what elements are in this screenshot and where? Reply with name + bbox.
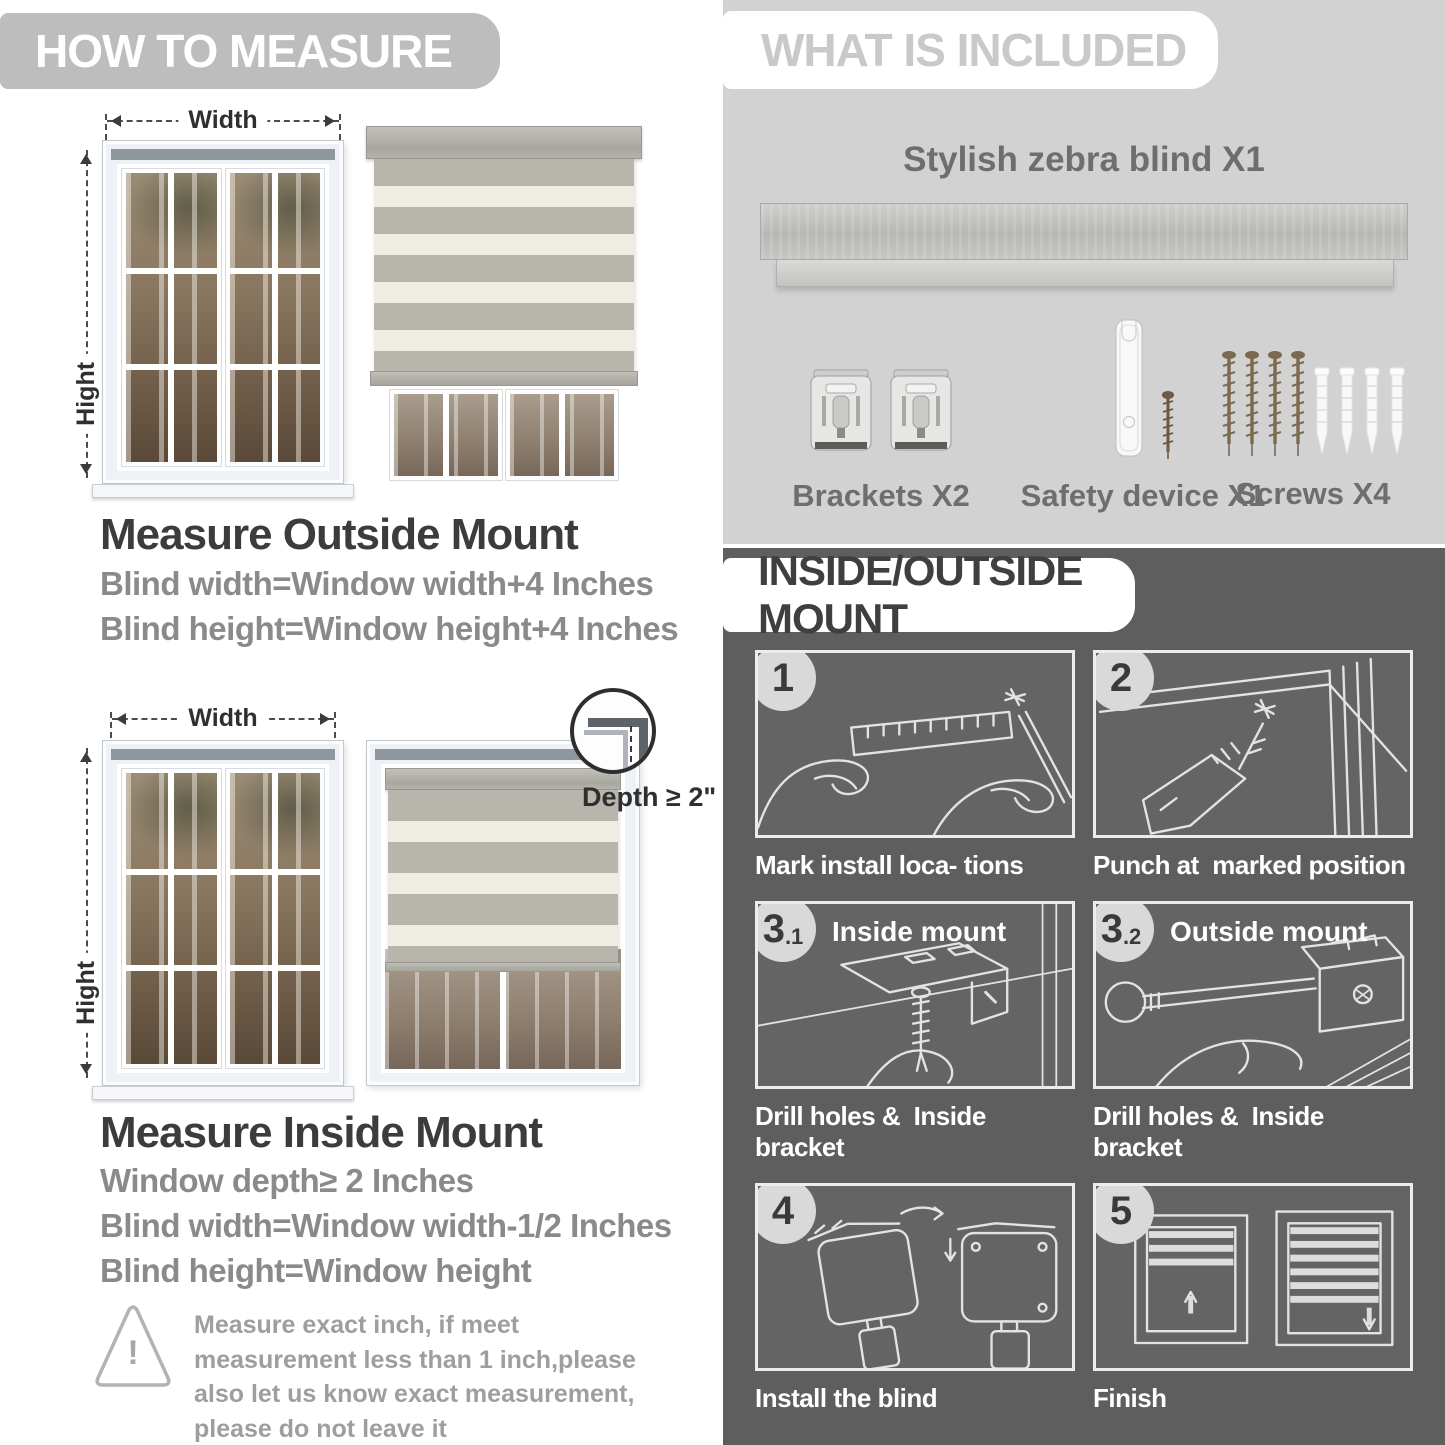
inside-mount-heading: Measure Inside Mount (100, 1108, 543, 1157)
mullion (272, 773, 278, 1064)
mullion (443, 394, 449, 476)
panel-outside-mount (1093, 901, 1413, 1163)
measurement-warning (92, 1300, 652, 1445)
brackets-item (771, 330, 991, 514)
window-sash (226, 169, 325, 466)
panel-punch-position (1093, 650, 1413, 881)
inside-width-formula: Blind width=Window width-1/2 Inches (100, 1207, 672, 1244)
outside-mount-heading: Measure Outside Mount (100, 510, 578, 559)
depth-magnifier-icon (570, 688, 656, 774)
screw-icon (1244, 350, 1260, 458)
what-is-included-section (723, 0, 1445, 544)
mullion (126, 869, 217, 875)
panel-frame (755, 650, 1075, 838)
what-is-included-banner: WHAT IS INCLUDED (723, 11, 1218, 89)
frame-corner-graphic (584, 730, 628, 774)
safety-device-icon (1111, 318, 1147, 460)
width-label: Width (178, 704, 267, 733)
mullion (230, 965, 321, 971)
panel-install-blind (755, 1183, 1075, 1414)
mullion (230, 869, 321, 875)
glazing-inner (385, 768, 621, 1069)
safety-device-icons (1111, 318, 1175, 460)
blind-headrail-graphic (760, 203, 1408, 260)
screws-label: Screws X4 (1235, 476, 1391, 511)
panel-frame (755, 901, 1075, 1089)
panel-caption: Drill holes & Inside bracket (755, 1101, 993, 1162)
mullion (230, 364, 321, 370)
wall-anchor-icon (1313, 366, 1331, 458)
panel-caption: Finish (1093, 1383, 1167, 1413)
window-sash (390, 390, 502, 480)
window-glazing (117, 164, 329, 471)
window-sash (506, 390, 618, 480)
height-label: Hight (72, 953, 101, 1033)
step-badge: 5 (1093, 1183, 1154, 1244)
width-arrow (107, 106, 339, 134)
height-label: Hight (72, 354, 101, 434)
blind-cassette (366, 126, 642, 159)
depth-tick-marks (630, 726, 632, 772)
screw-icon (1161, 390, 1175, 460)
panel-caption: Mark install loca- tions (755, 850, 1024, 880)
mullion (168, 173, 174, 462)
screw-icon (1290, 350, 1306, 458)
panel-caption: Punch at marked position (1093, 850, 1406, 880)
step-badge: 4 (755, 1183, 816, 1244)
panel-frame (755, 1183, 1075, 1371)
step-badge: 2 (1093, 650, 1154, 711)
inside-outside-mount-section (723, 548, 1445, 1445)
safety-device-label: Safety device X1 (1020, 478, 1266, 513)
window-sill (92, 484, 354, 498)
panel-inside-mount (755, 901, 1075, 1163)
wall-anchor-icon (1388, 366, 1406, 458)
mullion (126, 364, 217, 370)
step-badge: 3 .1 (755, 901, 816, 962)
mullion (126, 268, 217, 274)
wall-anchor-icon (1338, 366, 1356, 458)
blind-bottom-rail (370, 371, 638, 386)
window-sash (122, 169, 221, 466)
height-arrow (72, 150, 100, 478)
screws-item (1203, 340, 1423, 512)
mullion (272, 173, 278, 462)
outside-width-formula: Blind width=Window width+4 Inches (100, 565, 654, 602)
mullion (168, 773, 174, 1064)
panel-frame (1093, 1183, 1413, 1371)
step-badge: 3 .2 (1093, 901, 1154, 962)
panel-caption: Install the blind (755, 1383, 938, 1413)
wall-anchor-icon (1363, 366, 1381, 458)
warning-text: Measure exact inch, if meet measurement less than 1 inch,please also let us know exact measurement, please do not leave it (194, 1311, 636, 1443)
width-arrow (112, 704, 334, 732)
how-to-measure-banner: HOW TO MEASURE (0, 13, 500, 89)
bracket-icon (808, 368, 874, 460)
mullion (126, 965, 217, 971)
panel-finish (1093, 1183, 1413, 1414)
bracket-icons (808, 330, 954, 460)
window-glazing (117, 764, 329, 1073)
brackets-label: Brackets X2 (792, 478, 970, 513)
panel-mark-locations (755, 650, 1075, 881)
outside-height-formula: Blind height=Window height+4 Inches (100, 610, 679, 647)
inside-height-formula: Blind height=Window height (100, 1252, 532, 1289)
window-sash (122, 769, 221, 1068)
bracket-icon (888, 368, 954, 460)
window-inside-mount (102, 740, 344, 1086)
blind-bottom-rail (385, 962, 621, 972)
mullion (559, 394, 565, 476)
zebra-stripes (388, 790, 618, 962)
inside-depth-formula: Window depth≥ 2 Inches (100, 1162, 474, 1199)
exclamation-glyph: ! (127, 1334, 139, 1372)
zebra-stripes (374, 159, 634, 371)
height-arrow (72, 748, 100, 1078)
screw-icon (1267, 350, 1283, 458)
panel-title: Inside mount (832, 916, 1007, 947)
window-outside-mount (102, 140, 344, 484)
screw-and-anchor-icons (1221, 340, 1406, 458)
step-badge: 1 (755, 650, 816, 711)
window-lintel (111, 749, 335, 760)
screw-icon (1221, 350, 1237, 458)
window-lintel (111, 149, 335, 160)
inside-outside-mount-banner: INSIDE/OUTSIDE MOUNT (723, 558, 1135, 632)
panel-frame (1093, 650, 1413, 838)
blind-headrail-valance (776, 260, 1394, 287)
panel-title: Outside mount (1170, 916, 1368, 947)
window-sash (226, 769, 325, 1068)
panel-caption: Drill holes & Inside bracket (1093, 1101, 1331, 1162)
width-label: Width (178, 106, 267, 135)
window-sill (92, 1086, 354, 1100)
instruction-panels (755, 650, 1413, 1414)
product-label: Stylish zebra blind X1 (903, 140, 1265, 179)
warning-triangle-icon (92, 1300, 174, 1392)
window-fragment (386, 386, 622, 484)
panel-frame (1093, 901, 1413, 1089)
depth-label: Depth ≥ 2" (582, 782, 717, 812)
mullion (230, 268, 321, 274)
